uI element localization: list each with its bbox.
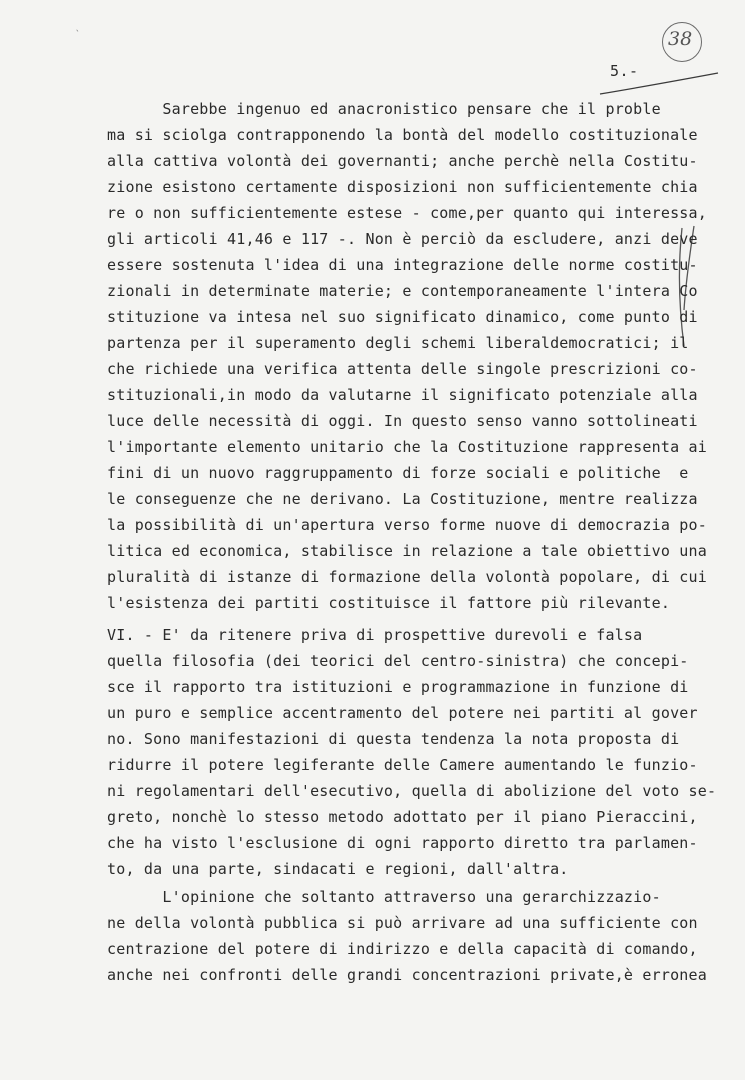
page-number-underline [598, 70, 720, 96]
text-line: centrazione del potere di indirizzo e della capacità di comando, [107, 940, 698, 958]
text-line: che ha visto l'esclusione di ogni rapporto diretto tra parlamen- [107, 834, 698, 852]
stamp-number: 38 [668, 28, 693, 50]
text-line: alla cattiva volontà dei governanti; anche perchè nella Costitu- [107, 152, 698, 170]
text-line: l'importante elemento unitario che la Costituzione rappresenta ai [107, 438, 707, 456]
text-line: essere sostenuta l'idea di una integrazione delle norme costitu- [107, 256, 698, 274]
text-line: stituzionali,in modo da valutarne il significato potenziale alla [107, 386, 698, 404]
text-line: VI. - E' da ritenere priva di prospettive durevoli e falsa [107, 626, 643, 644]
text-line: anche nei confronti delle grandi concentrazioni private,è erronea [107, 966, 707, 984]
text-line: le conseguenze che ne derivano. La Costituzione, mentre realizza [107, 490, 698, 508]
page-number: 5.- [610, 62, 639, 80]
text-line: stituzione va intesa nel suo significato dinamico, come punto di [107, 308, 698, 326]
text-line: la possibilità di un'apertura verso forme nuove di democrazia po- [107, 516, 707, 534]
text-line: L'opinione che soltanto attraverso una gerarchizzazio- [107, 888, 661, 906]
text-line: Sarebbe ingenuo ed anacronistico pensare che il proble [107, 100, 661, 118]
stray-mark: ` [75, 30, 81, 40]
text-line: ma si sciolga contrapponendo la bontà del modello costituzionale [107, 126, 698, 144]
text-line: ni regolamentari dell'esecutivo, quella di abolizione del voto se- [107, 782, 717, 800]
text-line: re o non sufficientemente estese - come,per quanto qui interessa, [107, 204, 707, 222]
text-line: pluralità di istanze di formazione della volontà popolare, di cui [107, 568, 707, 586]
text-line: l'esistenza dei partiti costituisce il fattore più rilevante. [107, 594, 671, 612]
text-line: greto, nonchè lo stesso metodo adottato per il piano Pieraccini, [107, 808, 698, 826]
text-line: ridurre il potere legiferante delle Camere aumentando le funzio- [107, 756, 698, 774]
page-stamp [662, 22, 702, 62]
text-line: gli articoli 41,46 e 117 -. Non è perciò da escludere, anzi deve [107, 230, 698, 248]
text-line: zionali in determinate materie; e contemporaneamente l'intera Co [107, 282, 698, 300]
text-line: zione esistono certamente disposizioni non sufficientemente chia [107, 178, 698, 196]
text-line: partenza per il superamento degli schemi liberaldemocratici; il [107, 334, 689, 352]
text-line: ne della volontà pubblica si può arrivare ad una sufficiente con [107, 914, 698, 932]
text-line: litica ed economica, stabilisce in relazione a tale obiettivo una [107, 542, 707, 560]
paragraph-3 [107, 884, 707, 988]
text-line: to, da una parte, sindacati e regioni, dall'altra. [107, 860, 569, 878]
text-line: che richiede una verifica attenta delle singole prescrizioni co- [107, 360, 698, 378]
text-line: un puro e semplice accentramento del potere nei partiti al gover [107, 704, 698, 722]
text-line: fini di un nuovo raggruppamento di forze sociali e politiche e [107, 464, 689, 482]
text-line: luce delle necessità di oggi. In questo senso vanno sottolineati [107, 412, 698, 430]
text-line: sce il rapporto tra istituzioni e programmazione in funzione di [107, 678, 689, 696]
paragraph-2 [107, 622, 717, 882]
paragraph-1 [107, 96, 707, 616]
text-line: quella filosofia (dei teorici del centro-sinistra) che concepi- [107, 652, 689, 670]
text-line: no. Sono manifestazioni di questa tendenza la nota proposta di [107, 730, 680, 748]
